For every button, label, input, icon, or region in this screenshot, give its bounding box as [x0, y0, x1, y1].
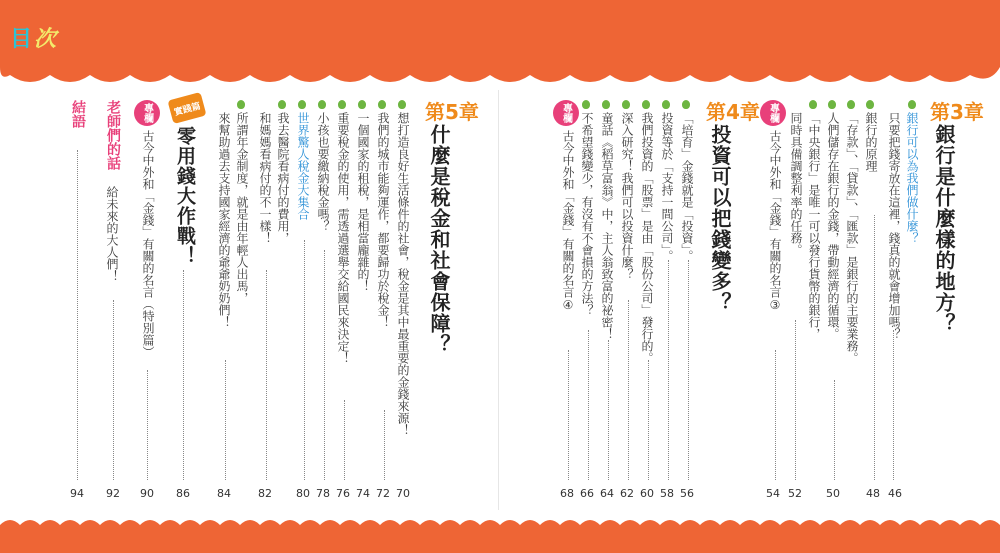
bullet-icon — [358, 100, 366, 109]
bullet-icon — [378, 100, 386, 109]
conclusion-title[interactable]: 結語 — [70, 100, 86, 128]
leader-dots — [628, 300, 629, 480]
leader-dots — [225, 360, 226, 480]
ch5-item-7[interactable]: 我去醫院看病付的費用， — [276, 112, 290, 244]
page-number: 50 — [826, 487, 840, 500]
page-number: 46 — [888, 487, 902, 500]
page-number: 70 — [396, 487, 410, 500]
page-title — [10, 22, 56, 53]
ch4-item-3[interactable]: 我們投資的「股票」是由「股份公司」發行的。 — [640, 112, 654, 364]
page-number: 52 — [788, 487, 802, 500]
page-number: 90 — [140, 487, 154, 500]
page-number: 72 — [376, 487, 390, 500]
ch3-item-4[interactable]: 「存款」、「貸款」、「匯款」是銀行的主要業務。 — [845, 112, 859, 364]
ch3-item-7[interactable]: 同時具備調整利率的任務。 — [789, 112, 803, 256]
ch4-item-7[interactable]: 古今中外和「金錢」有關的名言④ — [561, 130, 575, 312]
leader-dots — [688, 260, 689, 480]
title-char-2: 次 — [34, 27, 57, 52]
bullet-icon — [809, 100, 817, 109]
chapter-4-title: 投資可以把錢變多？ — [708, 124, 732, 313]
chapter-5-number: 第5章 — [425, 100, 479, 124]
bullet-icon — [602, 100, 610, 109]
page-number: 54 — [766, 487, 780, 500]
leader-dots — [384, 410, 385, 480]
leader-dots — [775, 350, 776, 480]
bullet-icon — [298, 100, 306, 109]
page-number: 74 — [356, 487, 370, 500]
leader-dots — [874, 215, 875, 480]
leader-dots — [266, 270, 267, 480]
leader-dots — [304, 240, 305, 480]
column-tag: 專欄 — [760, 100, 786, 126]
ch5-item-10[interactable]: 來幫助過去支持國家經濟的爺爺奶奶們！ — [217, 112, 231, 328]
bullet-icon — [866, 100, 874, 109]
bullet-icon — [398, 100, 406, 109]
bullet-icon — [828, 100, 836, 109]
page-number: 56 — [680, 487, 694, 500]
leader-dots — [668, 260, 669, 480]
page-number: 78 — [316, 487, 330, 500]
bottom-banner — [0, 532, 1000, 553]
special-title[interactable]: 零用錢大作戰！ — [174, 126, 196, 266]
page-number: 94 — [70, 487, 84, 500]
ch3-item-3[interactable]: 銀行的原理 — [864, 112, 878, 172]
column-tag: 專欄 — [134, 100, 160, 126]
chapter-3-title: 銀行是什麼樣的地方？ — [932, 124, 956, 334]
ch5-item-2[interactable]: 我們的城市能夠運作，都要歸功於稅金！ — [376, 112, 390, 328]
page-number: 92 — [106, 487, 120, 500]
ch4-item-4[interactable]: 深入研究！我們可以投資什麼？ — [620, 112, 634, 280]
leader-dots — [608, 340, 609, 480]
page-gutter — [498, 90, 499, 510]
ch3-item-8[interactable]: 古今中外和「金錢」有關的名言③ — [768, 130, 782, 312]
top-scallop-border — [0, 55, 1000, 89]
leader-dots — [893, 330, 894, 480]
bullet-icon — [847, 100, 855, 109]
page-number: 68 — [560, 487, 574, 500]
bullet-icon — [682, 100, 690, 109]
leader-dots — [834, 380, 835, 480]
page-number: 86 — [176, 487, 190, 500]
leader-dots — [324, 250, 325, 480]
bullet-icon — [662, 100, 670, 109]
ch3-item-5[interactable]: 人們儲存在銀行的金錢，帶動經濟的循環。 — [826, 112, 840, 340]
page-number: 80 — [296, 487, 310, 500]
ch4-item-2[interactable]: 投資等於「支持一間公司」。 — [660, 112, 674, 262]
ch5-item-9[interactable]: 所謂年金制度，就是由年輕人出馬， — [235, 112, 249, 304]
leader-dots — [568, 350, 569, 480]
special-column-item[interactable]: 古今中外和「金錢」有關的名言（特別篇） — [141, 130, 155, 358]
bullet-icon — [622, 100, 630, 109]
page-number: 62 — [620, 487, 634, 500]
leader-dots — [648, 360, 649, 480]
bullet-icon — [908, 100, 916, 109]
chapter-5-title: 什麼是稅金和社會保障？ — [427, 124, 451, 355]
chapter-4-number: 第4章 — [706, 100, 760, 124]
bullet-icon — [237, 100, 245, 109]
leader-dots — [344, 400, 345, 480]
leader-dots — [183, 270, 184, 480]
ch5-item-3[interactable]: 一個國家的租稅，是相當龐雜的！ — [356, 112, 370, 292]
page-number: 58 — [660, 487, 674, 500]
bullet-icon — [278, 100, 286, 109]
page-number: 82 — [258, 487, 272, 500]
leader-dots — [77, 150, 78, 480]
ch5-item-4[interactable]: 重要稅金的使用，需透過選舉交給國民來決定！ — [336, 112, 350, 364]
bullet-icon — [318, 100, 326, 109]
leader-dots — [588, 330, 589, 480]
page-number: 48 — [866, 487, 880, 500]
page-number: 76 — [336, 487, 350, 500]
ch5-item-1[interactable]: 想打造良好生活條件的社會，稅金是其中最重要的金錢來源！ — [396, 112, 410, 436]
leader-dots — [147, 370, 148, 480]
bullet-icon — [642, 100, 650, 109]
chapter-3-number: 第3章 — [930, 100, 984, 124]
bullet-icon — [338, 100, 346, 109]
title-char-1: 目 — [10, 27, 33, 52]
leader-dots — [795, 320, 796, 480]
bullet-icon — [582, 100, 590, 109]
ch4-item-6[interactable]: 不希望錢變少，有沒有不會損的方法？ — [580, 112, 594, 316]
practice-badge: 實踐篇 — [167, 92, 206, 124]
ch3-item-1[interactable]: 銀行可以為我們做什麼？ — [905, 112, 919, 244]
page-number: 66 — [580, 487, 594, 500]
ch4-item-1[interactable]: 「培育」金錢就是「投資」。 — [680, 112, 694, 262]
column-tag: 專欄 — [553, 100, 579, 126]
ch5-item-8[interactable]: 和媽媽看病付的不一樣！ — [258, 112, 272, 244]
teachers-title[interactable]: 老師們的話 — [105, 100, 121, 170]
ch3-item-6[interactable]: 「中央銀行」是唯一可以發行貨幣的銀行， — [807, 112, 821, 340]
ch4-item-5[interactable]: 童話《稻草富翁》中，主人翁致富的祕密！ — [600, 112, 614, 340]
ch5-item-5[interactable]: 小孩也要繳納稅金嗎？ — [316, 112, 330, 232]
ch5-item-6[interactable]: 世界驚人稅金大集合 — [296, 112, 310, 220]
page-number: 64 — [600, 487, 614, 500]
page-number: 84 — [217, 487, 231, 500]
teachers-text[interactable]: 給未來的大人們！ — [105, 186, 119, 282]
page-number: 60 — [640, 487, 654, 500]
leader-dots — [113, 300, 114, 480]
ch3-item-2[interactable]: 只要把錢寄放在這裡，錢真的就會增加嗎？ — [887, 112, 901, 340]
